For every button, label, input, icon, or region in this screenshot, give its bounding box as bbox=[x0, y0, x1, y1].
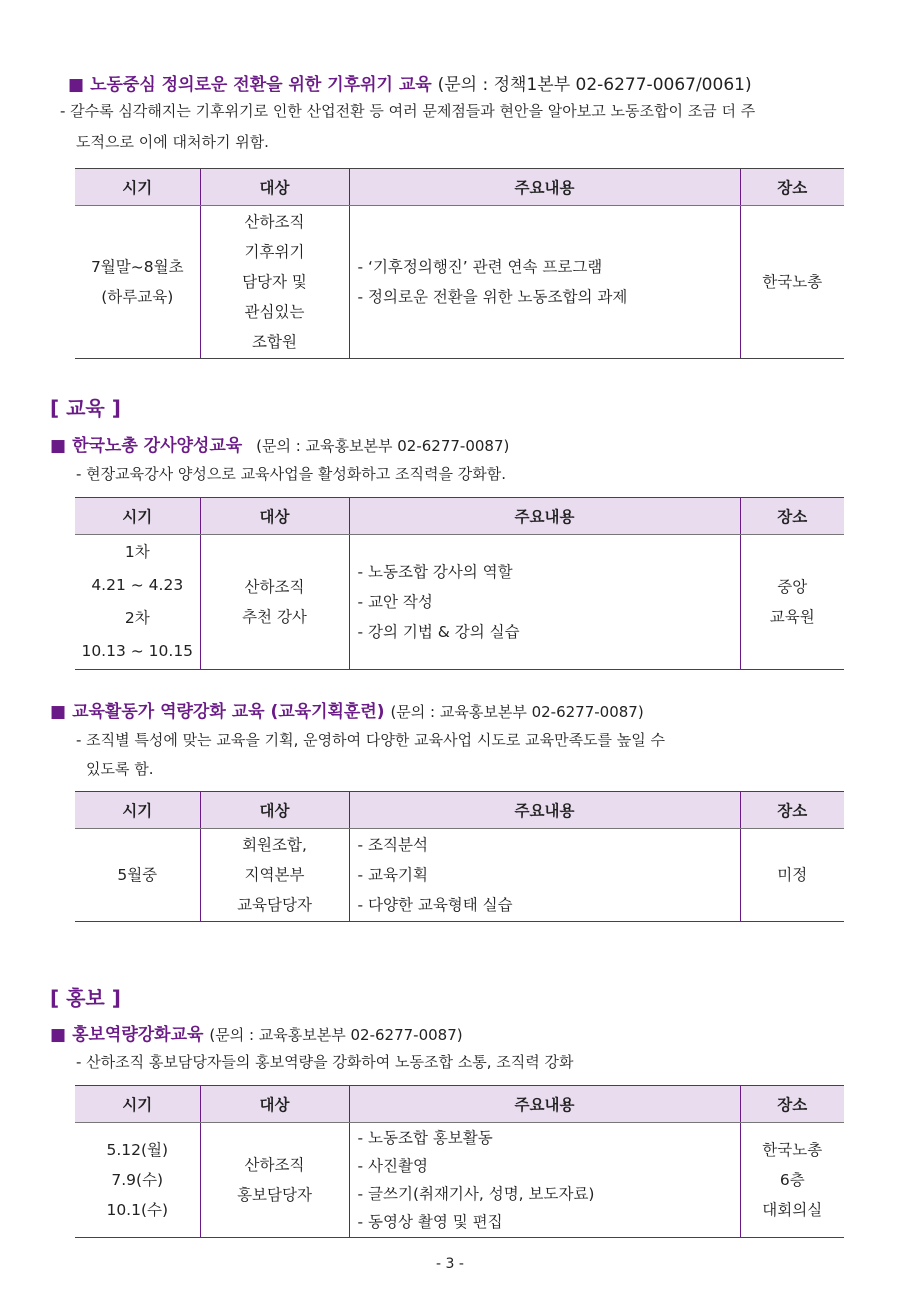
place-line: 미정 bbox=[777, 866, 808, 884]
instructor-training-desc: - 현장교육강사 양성으로 교육사업을 활성화하고 조직력을 강화함. bbox=[76, 465, 507, 483]
period-line: 1차 bbox=[124, 543, 150, 561]
header-period: 시기 bbox=[75, 792, 200, 829]
header-period: 시기 bbox=[75, 169, 200, 206]
period-line: 7.9(수) bbox=[111, 1171, 164, 1189]
content-cell bbox=[349, 535, 740, 670]
target-line: 지역본부 bbox=[244, 866, 305, 884]
climate-education-desc-1: - 갈수록 심각해지는 기후위기로 인한 산업전환 등 여러 문제점들과 현안을 알아보고 노동조합이 조금 더 주 bbox=[60, 102, 756, 120]
table-row bbox=[75, 535, 844, 670]
climate-education-contact: (문의 : 정책1본부 02-6277-0067/0061) bbox=[437, 75, 752, 95]
header-place: 장소 bbox=[740, 169, 844, 206]
target-cell bbox=[200, 829, 349, 922]
climate-education-table bbox=[75, 168, 844, 359]
table-header-row bbox=[75, 792, 844, 829]
place-line: 대회의실 bbox=[762, 1201, 823, 1219]
header-target: 대상 bbox=[200, 1086, 349, 1123]
target-line: 산하조직 bbox=[244, 213, 305, 231]
target-line: 홍보담당자 bbox=[237, 1186, 312, 1204]
pr-training-table bbox=[75, 1085, 844, 1238]
target-line: 회원조합, bbox=[242, 836, 307, 854]
header-place: 장소 bbox=[740, 792, 844, 829]
content-line: - 다양한 교육형태 실습 bbox=[357, 896, 513, 914]
target-line: 담당자 및 bbox=[242, 273, 307, 291]
content-line: - 정의로운 전환을 위한 노동조합의 과제 bbox=[357, 288, 628, 306]
table-header-row bbox=[75, 169, 844, 206]
square-bullet-icon: ■ bbox=[50, 1025, 67, 1045]
table-header-row bbox=[75, 1086, 844, 1123]
header-target: 대상 bbox=[200, 169, 349, 206]
climate-education-desc-2: 도적으로 이에 대처하기 위함. bbox=[76, 133, 269, 151]
header-content: 주요내용 bbox=[349, 169, 740, 206]
header-content: 주요내용 bbox=[349, 792, 740, 829]
table-row bbox=[75, 829, 844, 922]
content-cell bbox=[349, 829, 740, 922]
content-line: - ‘기후정의행진’ 관련 연속 프로그램 bbox=[357, 258, 603, 276]
target-line: 교육담당자 bbox=[237, 896, 312, 914]
pr-training-title: 홍보역량강화교육 bbox=[72, 1025, 204, 1045]
period-cell bbox=[75, 1123, 200, 1238]
activist-training-title: 교육활동가 역량강화 교육 (교육기획훈련) bbox=[72, 702, 385, 722]
header-content: 주요내용 bbox=[349, 1086, 740, 1123]
period-line: 4.21 ~ 4.23 bbox=[91, 576, 184, 594]
header-place: 장소 bbox=[740, 498, 844, 535]
place-line: 교육원 bbox=[769, 608, 815, 626]
target-line: 추천 강사 bbox=[242, 608, 307, 626]
period-cell bbox=[75, 535, 200, 670]
header-period: 시기 bbox=[75, 1086, 200, 1123]
target-line: 관심있는 bbox=[244, 303, 305, 321]
content-line: - 글쓰기(취재기사, 성명, 보도자료) bbox=[357, 1185, 595, 1203]
place-cell bbox=[740, 535, 844, 670]
place-line: 6층 bbox=[779, 1171, 805, 1189]
header-content: 주요내용 bbox=[349, 498, 740, 535]
place-line: 중앙 bbox=[777, 578, 808, 596]
content-cell bbox=[349, 206, 740, 359]
square-bullet-icon: ■ bbox=[50, 702, 67, 722]
table-row bbox=[75, 1123, 844, 1238]
target-cell bbox=[200, 535, 349, 670]
content-line: - 조직분석 bbox=[357, 836, 428, 854]
activist-training-desc-2: 있도록 함. bbox=[86, 760, 154, 778]
pr-training-contact: (문의 : 교육홍보본부 02-6277-0087) bbox=[209, 1026, 463, 1044]
target-line: 산하조직 bbox=[244, 578, 305, 596]
period-line: (하루교육) bbox=[101, 288, 174, 306]
period-cell bbox=[75, 829, 200, 922]
place-cell bbox=[740, 829, 844, 922]
pr-training-heading bbox=[50, 1020, 463, 1045]
period-line: 7월말~8월초 bbox=[90, 258, 184, 276]
instructor-training-title: 한국노총 강사양성교육 bbox=[72, 436, 243, 456]
education-section-title: [ 교육 ] bbox=[50, 396, 121, 420]
square-bullet-icon: ■ bbox=[50, 436, 67, 456]
content-line: - 노동조합 강사의 역할 bbox=[357, 563, 513, 581]
target-line: 기후위기 bbox=[244, 243, 305, 261]
content-line: - 노동조합 홍보활동 bbox=[357, 1129, 493, 1147]
square-bullet-icon: ■ bbox=[68, 75, 85, 95]
activist-training-contact: (문의 : 교육홍보본부 02-6277-0087) bbox=[390, 703, 644, 721]
content-line: - 강의 기법 & 강의 실습 bbox=[357, 623, 520, 641]
place-cell bbox=[740, 1123, 844, 1238]
target-cell bbox=[200, 1123, 349, 1238]
place-cell bbox=[740, 206, 844, 359]
period-line: 5월중 bbox=[117, 866, 158, 884]
content-line: - 교육기획 bbox=[357, 866, 428, 884]
place-line: 한국노총 bbox=[762, 273, 823, 291]
climate-education-heading bbox=[68, 70, 752, 95]
header-target: 대상 bbox=[200, 498, 349, 535]
table-row bbox=[75, 206, 844, 359]
period-line: 5.12(월) bbox=[106, 1141, 169, 1159]
activist-training-table bbox=[75, 791, 844, 922]
period-cell bbox=[75, 206, 200, 359]
header-period: 시기 bbox=[75, 498, 200, 535]
instructor-training-heading bbox=[50, 431, 509, 456]
header-place: 장소 bbox=[740, 1086, 844, 1123]
content-line: - 동영상 촬영 및 편집 bbox=[357, 1213, 503, 1231]
table-header-row bbox=[75, 498, 844, 535]
target-line: 조합원 bbox=[252, 333, 297, 351]
content-line: - 교안 작성 bbox=[357, 593, 433, 611]
activist-training-desc-1: - 조직별 특성에 맞는 교육을 기획, 운영하여 다양한 교육사업 시도로 교육만족도를 높일 수 bbox=[76, 731, 666, 749]
target-cell bbox=[200, 206, 349, 359]
header-target: 대상 bbox=[200, 792, 349, 829]
content-line: - 사진촬영 bbox=[357, 1157, 428, 1175]
place-line: 한국노총 bbox=[762, 1141, 823, 1159]
activist-training-heading bbox=[50, 697, 644, 722]
climate-education-title: 노동중심 정의로운 전환을 위한 기후위기 교육 bbox=[90, 75, 432, 95]
period-line: 10.13 ~ 10.15 bbox=[81, 642, 194, 660]
period-line: 10.1(수) bbox=[106, 1201, 169, 1219]
content-cell bbox=[349, 1123, 740, 1238]
pr-training-desc: - 산하조직 홍보담당자들의 홍보역량을 강화하여 노동조합 소통, 조직력 강화 bbox=[76, 1053, 574, 1071]
pr-section-title: [ 홍보 ] bbox=[50, 986, 121, 1010]
period-line: 2차 bbox=[124, 609, 150, 627]
instructor-training-contact: (문의 : 교육홍보본부 02-6277-0087) bbox=[256, 437, 510, 455]
page-number: - 3 - bbox=[436, 1256, 464, 1272]
target-line: 산하조직 bbox=[244, 1156, 305, 1174]
instructor-training-table bbox=[75, 497, 844, 670]
